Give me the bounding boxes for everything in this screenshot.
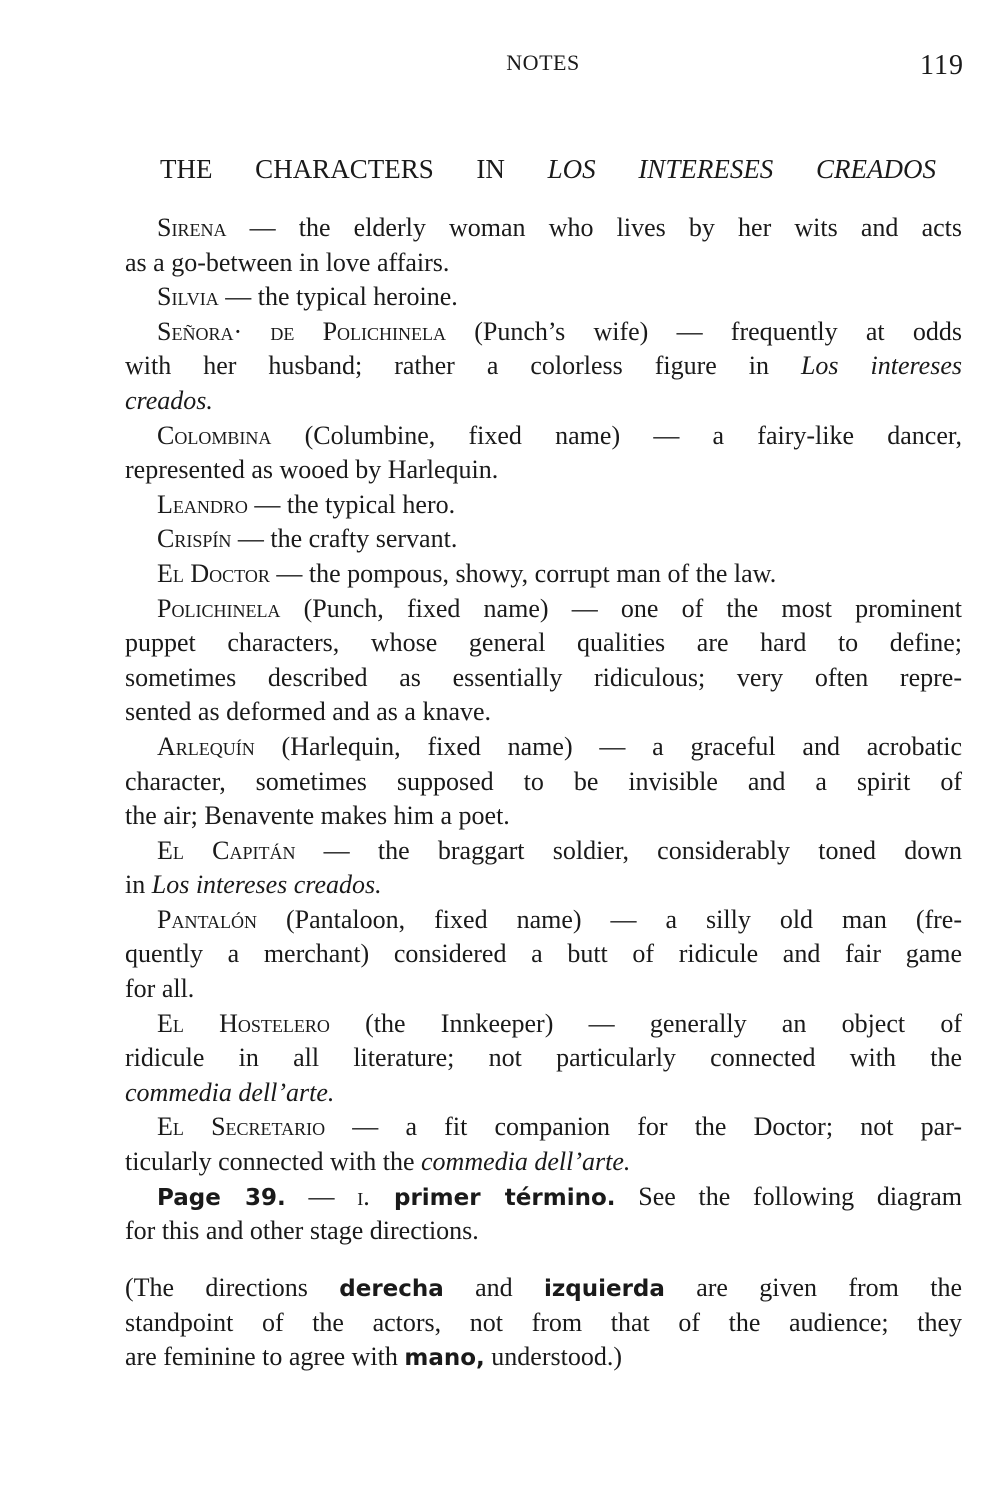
text-line	[125, 1110, 962, 1145]
text-line	[125, 419, 962, 454]
paragraph	[125, 1007, 962, 1111]
paragraph	[125, 315, 962, 419]
text-run: for all.	[125, 974, 195, 1004]
text-line	[125, 972, 962, 1007]
italic-text: commedia dell’arte.	[125, 1077, 335, 1107]
paragraph	[125, 280, 962, 315]
text-run: sometimes described as essentially ridiculous; very often repre-	[125, 662, 962, 692]
page-number: 119	[920, 50, 964, 81]
text-line	[125, 1214, 962, 1249]
text-line	[125, 1340, 962, 1375]
text-run: represented as wooed by Harlequin.	[125, 455, 499, 485]
text-run: puppet characters, whose general qualities are hard to define;	[125, 628, 962, 658]
text-run: (Harlequin, fixed name) — a graceful and acrobatic	[254, 731, 962, 761]
paragraph	[125, 730, 962, 834]
text-line	[125, 522, 962, 557]
text-run: (Pantaloon, fixed name) — a silly old man (fre-	[257, 904, 962, 934]
text-line	[125, 1076, 962, 1111]
character-name: Polichinela	[157, 593, 281, 623]
text-line	[125, 246, 962, 281]
text-run: quently a merchant) considered a butt of ridicule and fair game	[125, 939, 962, 969]
text-run: standpoint of the actors, not from that of the audience; they	[125, 1307, 962, 1337]
paragraph	[125, 834, 962, 903]
text-line	[125, 1306, 962, 1341]
text-run: character, sometimes supposed to be invisible and a spirit of	[125, 766, 962, 796]
text-line	[125, 349, 962, 384]
text-run: (Punch’s wife) — frequently at odds	[446, 316, 962, 346]
character-name: Arlequín	[157, 731, 255, 761]
text-run: and	[443, 1273, 544, 1302]
character-name: Silvia	[157, 282, 219, 312]
text-run: (Punch, fixed name) — one of the most prominent	[280, 593, 962, 623]
paragraph	[125, 1271, 962, 1375]
bold-term: mano,	[404, 1345, 485, 1372]
text-line	[125, 280, 962, 315]
character-name: Crispín	[157, 524, 232, 554]
text-line	[125, 937, 962, 972]
text-run: understood.)	[484, 1342, 622, 1372]
character-name: i.	[357, 1181, 370, 1211]
text-line	[125, 903, 962, 938]
paragraph	[125, 1110, 962, 1179]
text-run: — the elderly woman who lives by her wits and acts	[226, 213, 962, 242]
bold-term: derecha	[339, 1276, 444, 1302]
text-run: for this and other stage directions.	[125, 1216, 479, 1246]
title-play-name: LOS INTERESES CREADOS	[547, 154, 936, 184]
text-line	[125, 557, 962, 592]
text-run: are feminine to agree with	[125, 1342, 405, 1372]
text-line	[125, 453, 962, 488]
paragraph	[125, 557, 962, 592]
paragraph	[125, 419, 962, 488]
text-run: with her husband; rather a colorless figure in	[125, 351, 801, 381]
character-name: El Secretario	[157, 1112, 326, 1142]
text-line	[125, 730, 962, 765]
text-run: ticularly connected with the	[125, 1147, 422, 1177]
bold-term: primer término.	[369, 1184, 616, 1211]
text-run: ridicule in all literature; not particularly connected with the	[125, 1043, 962, 1073]
bold-term: Page 39.	[157, 1184, 286, 1211]
character-name: El Capitán	[157, 835, 296, 865]
section-title	[160, 154, 936, 185]
text-line	[125, 695, 962, 730]
paragraph	[125, 903, 962, 1007]
text-line	[125, 1145, 962, 1180]
text-run: (Columbine, fixed name) — a fairy-like dancer,	[271, 420, 962, 450]
text-line	[125, 1007, 962, 1042]
text-run: in	[125, 870, 152, 900]
text-line	[125, 626, 962, 661]
paragraph	[125, 488, 962, 523]
text-line	[125, 834, 962, 869]
paragraph	[125, 522, 962, 557]
italic-text: Los intereses	[800, 351, 962, 381]
character-name: El Doctor	[157, 558, 270, 588]
paragraph	[125, 211, 962, 280]
text-line	[125, 488, 962, 523]
text-run: — the typical hero.	[247, 489, 456, 519]
text-line	[125, 592, 962, 627]
text-run: (The directions	[125, 1273, 340, 1302]
text-run: — the typical heroine.	[218, 282, 458, 312]
character-name: El Hostelero	[157, 1008, 330, 1038]
character-notes	[125, 211, 962, 1249]
text-run: the air; Benavente makes him a poet.	[125, 801, 510, 831]
character-name: Pantalón	[157, 904, 258, 934]
paragraph	[125, 592, 962, 730]
text-line	[125, 1180, 962, 1215]
text-run: — the braggart soldier, considerably toned down	[295, 835, 963, 865]
text-line	[125, 868, 962, 903]
italic-text: creados.	[125, 385, 213, 415]
text-run: sented as deformed and as a knave.	[125, 697, 492, 727]
text-line	[125, 1271, 962, 1306]
character-name: Colombina	[157, 420, 272, 450]
italic-text: commedia dell’arte.	[421, 1147, 631, 1177]
character-name: Sirena	[157, 213, 227, 242]
text-run: — the pompous, showy, corrupt man of the law.	[269, 558, 777, 588]
text-line	[125, 1041, 962, 1076]
text-run: are given from the	[664, 1273, 962, 1302]
text-line	[125, 661, 962, 696]
character-name: Leandro	[157, 489, 248, 519]
character-name: Señora· de Polichinela	[157, 316, 447, 346]
bold-term: izquierda	[543, 1276, 665, 1302]
paragraph	[125, 1180, 962, 1249]
text-line	[125, 384, 962, 419]
text-line	[125, 315, 962, 350]
running-head-section: NOTES	[506, 50, 580, 75]
text-run: See the following diagram	[615, 1181, 962, 1211]
text-run: (the Innkeeper) — generally an object of	[329, 1008, 962, 1038]
text-run: — a fit companion for the Doctor; not par-	[325, 1112, 962, 1142]
text-line	[125, 799, 962, 834]
text-line	[125, 765, 962, 800]
stage-directions-note	[125, 1271, 962, 1375]
text-run: as a go-between in love affairs.	[125, 247, 450, 277]
text-run: — the crafty servant.	[231, 524, 458, 554]
italic-text: Los intereses creados.	[151, 870, 382, 900]
title-prefix: THE CHARACTERS IN	[160, 154, 505, 184]
text-line	[125, 211, 962, 246]
text-run: —	[285, 1181, 358, 1211]
